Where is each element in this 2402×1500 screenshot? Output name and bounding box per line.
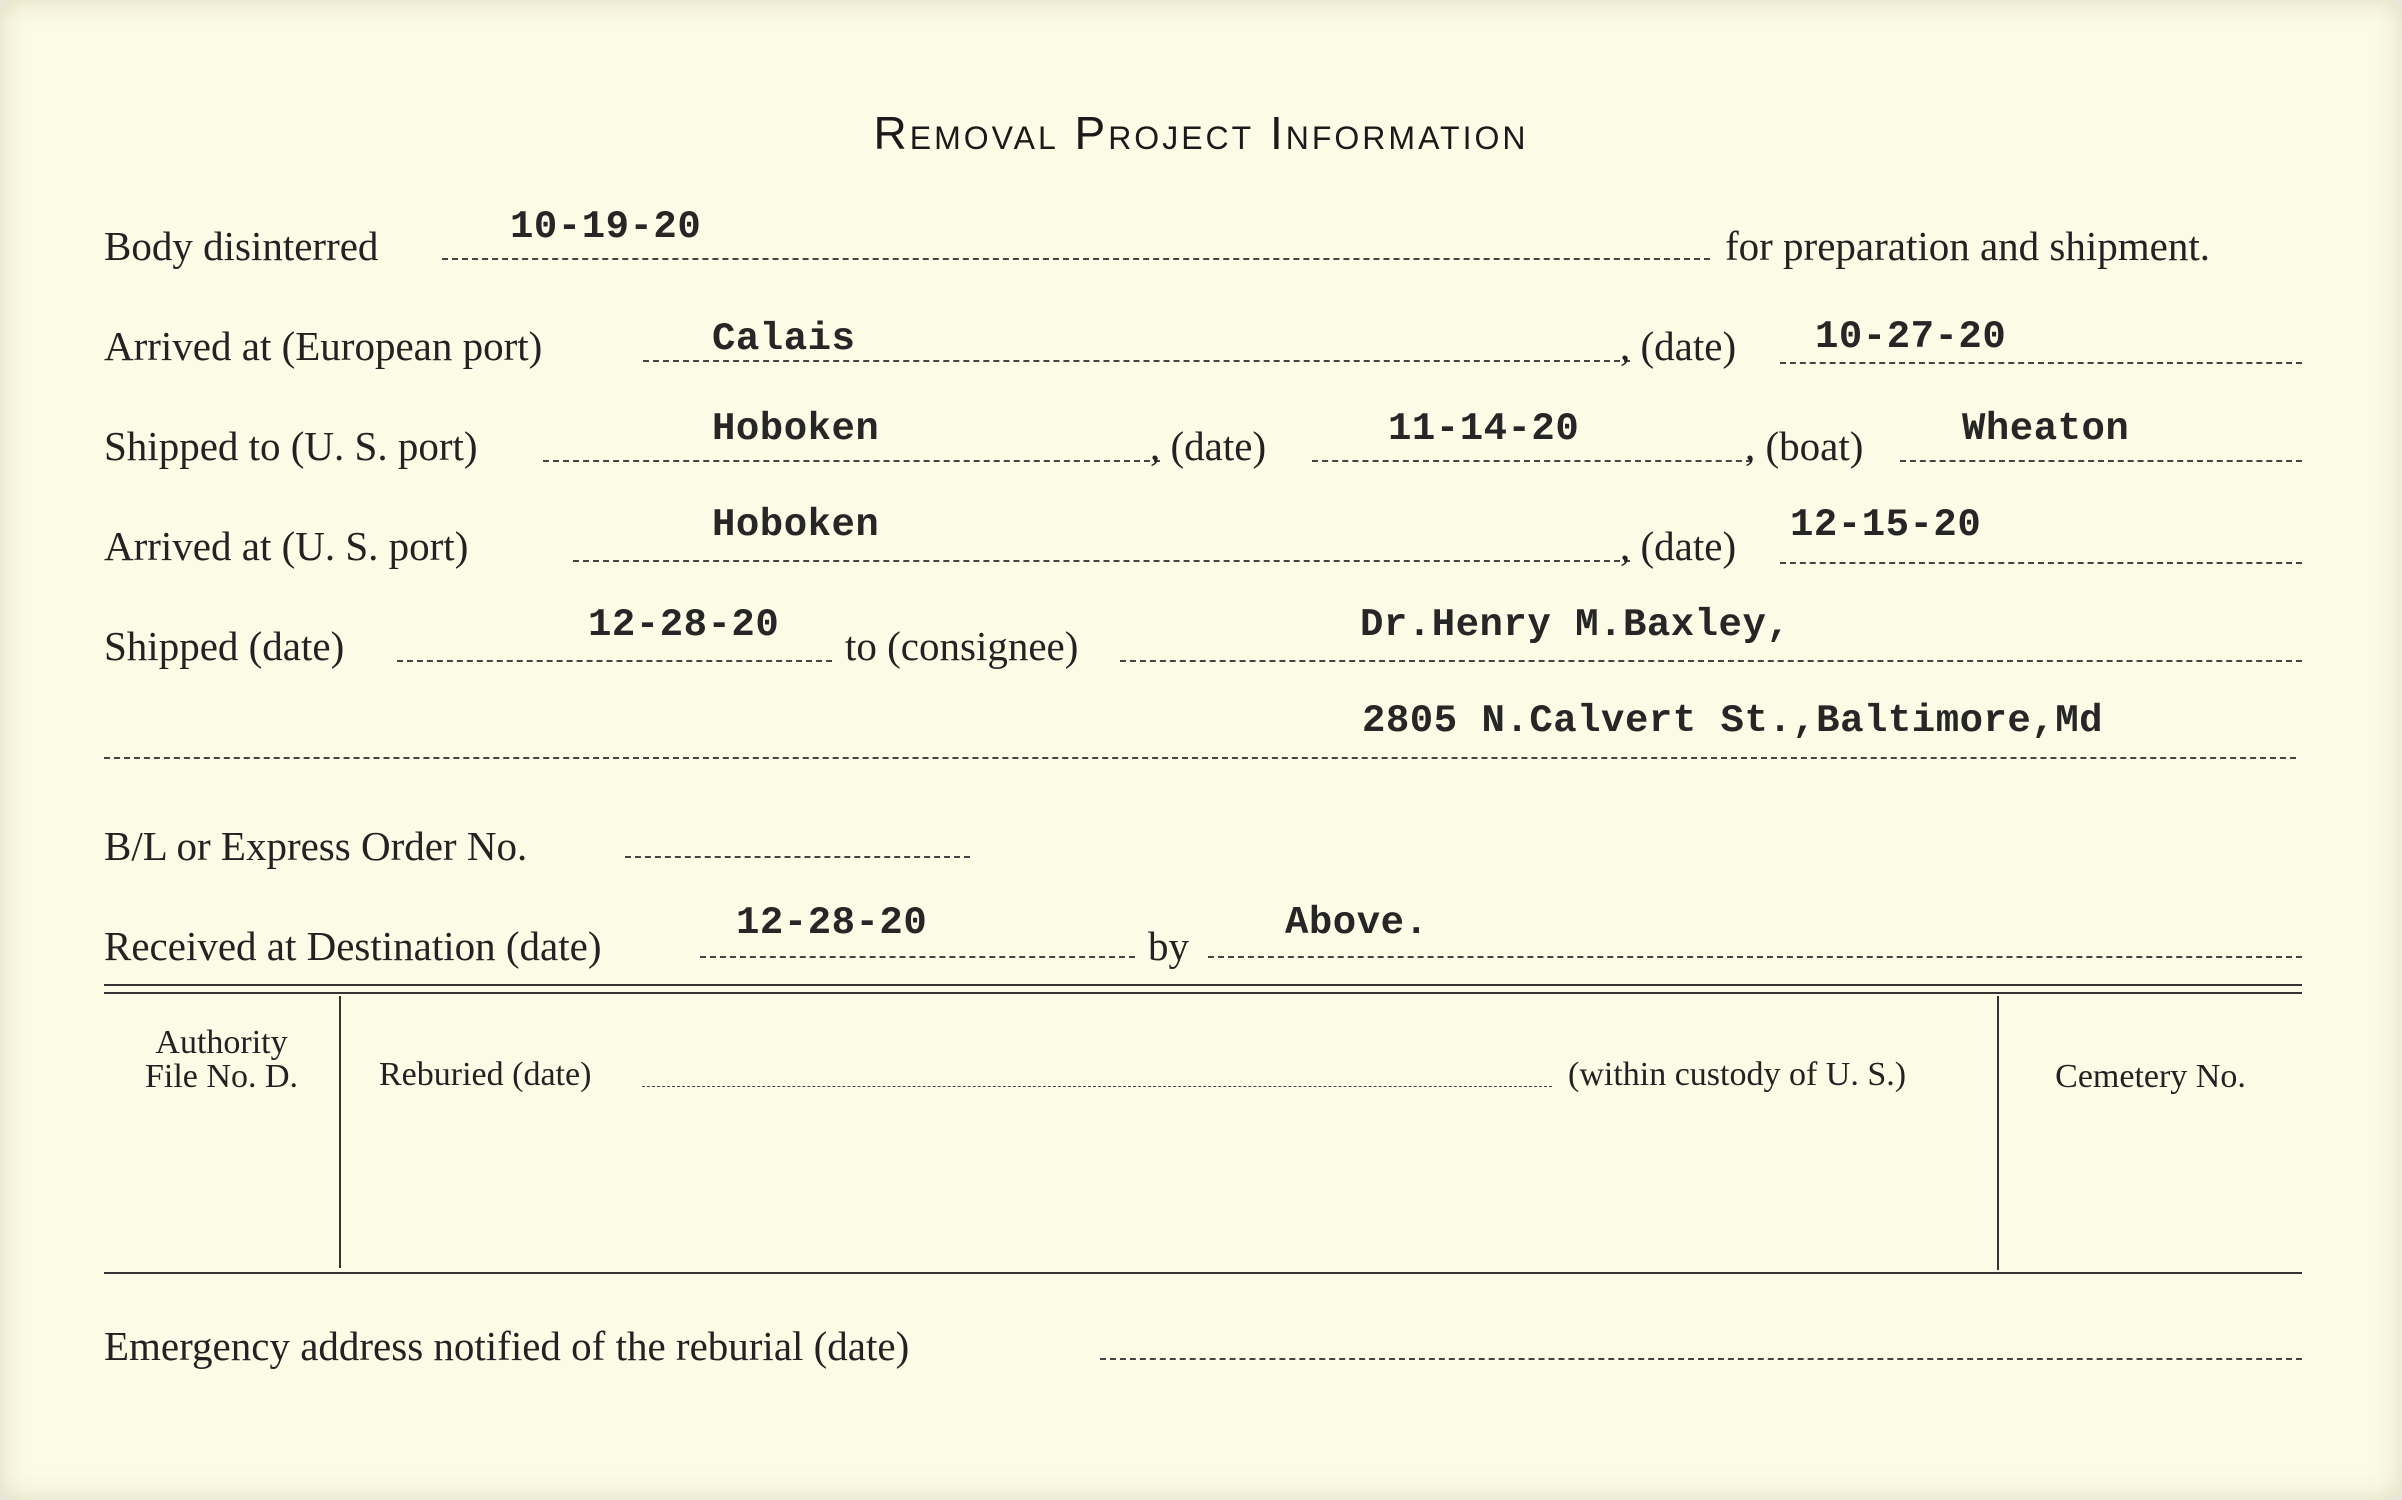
boat-line bbox=[1900, 460, 2302, 462]
for-preparation-label: for preparation and shipment. bbox=[1725, 223, 2211, 269]
received-line bbox=[700, 956, 1135, 958]
received-by-label: by bbox=[1148, 923, 1189, 969]
reburied-line bbox=[642, 1086, 1552, 1087]
consignee-name: Dr.Henry M.Baxley, bbox=[1360, 603, 1791, 647]
arrived-us-date-label: , (date) bbox=[1620, 523, 1737, 569]
shipped-us-date-line bbox=[1312, 460, 1752, 462]
received-by-line bbox=[1208, 956, 2302, 958]
emergency-line bbox=[1100, 1358, 2302, 1360]
reburied-label: Reburied (date) bbox=[379, 1056, 592, 1093]
shipped-us-label: Shipped to (U. S. port) bbox=[104, 423, 478, 469]
arrived-us-value: Hoboken bbox=[712, 503, 880, 547]
arrived-european-date-label: , (date) bbox=[1620, 323, 1737, 369]
arrived-us-date-line bbox=[1780, 562, 2302, 564]
arrived-us-date-value: 12-15-20 bbox=[1790, 503, 1982, 547]
address-line bbox=[104, 757, 2296, 759]
boat-label: , (boat) bbox=[1745, 423, 1864, 469]
shipped-us-value: Hoboken bbox=[712, 407, 880, 451]
bl-label: B/L or Express Order No. bbox=[104, 823, 528, 869]
received-value: 12-28-20 bbox=[736, 901, 928, 945]
box-bottom-rule bbox=[104, 1272, 2302, 1274]
arrived-european-date-line bbox=[1780, 362, 2302, 364]
shipped-date-line bbox=[397, 660, 832, 662]
custody-label: (within custody of U. S.) bbox=[1568, 1056, 1907, 1093]
form-title: Removal Project Information bbox=[873, 107, 1529, 159]
box-top-rule-2 bbox=[104, 992, 2302, 994]
shipped-us-line bbox=[543, 460, 1160, 462]
shipped-date-label: Shipped (date) bbox=[104, 623, 345, 669]
shipped-us-date-label: , (date) bbox=[1150, 423, 1267, 469]
body-disinterred-value: 10-19-20 bbox=[510, 205, 702, 249]
shipped-date-value: 12-28-20 bbox=[588, 603, 780, 647]
consignee-address: 2805 N.Calvert St.,Baltimore,Md bbox=[1362, 699, 2104, 743]
box-top-rule-1 bbox=[104, 984, 2302, 986]
bl-line bbox=[625, 856, 970, 858]
consignee-label: to (consignee) bbox=[845, 623, 1079, 669]
arrived-european-value: Calais bbox=[712, 317, 856, 361]
box-divider-right bbox=[1997, 996, 1999, 1270]
body-disinterred-line bbox=[442, 258, 1710, 260]
arrived-us-line bbox=[573, 560, 1630, 562]
arrived-european-label: Arrived at (European port) bbox=[104, 323, 543, 369]
arrived-european-date-value: 10-27-20 bbox=[1815, 315, 2007, 359]
shipped-us-date-value: 11-14-20 bbox=[1388, 407, 1580, 451]
consignee-line bbox=[1120, 660, 2302, 662]
authority-label-line-1: Authority bbox=[155, 1024, 288, 1061]
cemetery-label: Cemetery No. bbox=[2055, 1058, 2246, 1095]
received-by-value: Above. bbox=[1285, 901, 1429, 945]
authority-label-line-2: File No. D. bbox=[145, 1058, 298, 1095]
emergency-label: Emergency address notified of the reburial (date) bbox=[104, 1323, 910, 1369]
box-divider-left bbox=[339, 996, 341, 1268]
body-disinterred-label: Body disinterred bbox=[104, 223, 379, 269]
boat-value: Wheaton bbox=[1962, 407, 2130, 451]
arrived-us-label: Arrived at (U. S. port) bbox=[104, 523, 469, 569]
received-label: Received at Destination (date) bbox=[104, 923, 602, 969]
